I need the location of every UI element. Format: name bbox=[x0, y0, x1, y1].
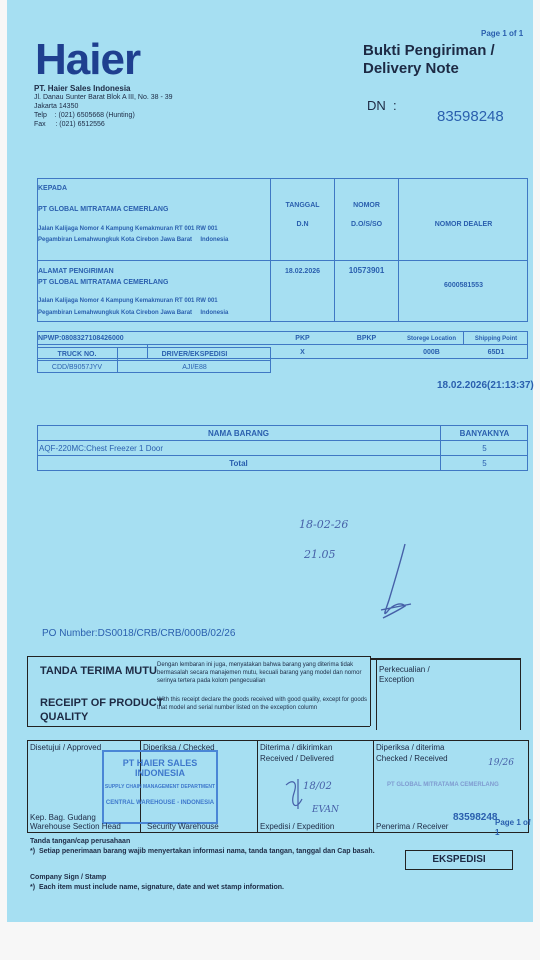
shipping-value: 65D1 bbox=[487, 349, 505, 356]
company-address-2: Jakarta 14350 bbox=[34, 103, 79, 110]
driver-value: AJI/E88 bbox=[182, 364, 207, 371]
po-number: PO Number:DS0018/CRB/CRB/000B/02/26 bbox=[42, 628, 236, 639]
total-label: Total bbox=[229, 459, 248, 468]
nomor-label-2: D.O/S/SO bbox=[350, 221, 383, 228]
company-name: PT. Haier Sales Indonesia bbox=[34, 84, 131, 93]
col-qty-header: BANYAKNYA bbox=[459, 429, 510, 438]
signature-scribble bbox=[375, 540, 419, 622]
sig-expedition-label: Expedisi / Expedition bbox=[260, 822, 335, 831]
delivery-note-sheet bbox=[7, 0, 533, 922]
nomor-label-1: NOMOR bbox=[353, 202, 380, 209]
hw-delivered-name: EVAN bbox=[312, 805, 339, 815]
pkp-value: X bbox=[300, 349, 305, 356]
bpkp-label: BPKP bbox=[356, 335, 377, 342]
company-address-1: Jl. Danau Sunter Barat Blok A III, No. 38 - 39 bbox=[34, 94, 173, 101]
driver-signature-scribble bbox=[282, 775, 312, 815]
pkp-label: PKP bbox=[295, 335, 310, 342]
shipping-label: Shipping Point bbox=[474, 336, 518, 342]
kepada-address-2: Pegambiran Lemahwungkuk Kota Cirebon Jawa Barat Indonesia bbox=[38, 237, 229, 243]
alamat-name: PT GLOBAL MITRATAMA CEMERLANG bbox=[38, 279, 169, 286]
stamp-line-1: PT HAIER SALES INDONESIA bbox=[122, 758, 198, 778]
sig-security-label: Security Warehouse bbox=[147, 822, 219, 831]
company-fax: Fax : (021) 6512556 bbox=[34, 121, 105, 128]
truck-label: TRUCK NO. bbox=[57, 351, 97, 358]
stamp-line-3: CENTRAL WAREHOUSE - INDONESIA bbox=[105, 800, 215, 806]
receipt-text-id: Dengan lembaran ini juga, menyatakan bahwa barang yang diterima tidak bermasalah secara manajemen mutu, kecuali barang yang model dan nomor serinya tertera pada kolom pengecualian bbox=[157, 662, 362, 684]
sig-receiver-label: Penerima / Receiver bbox=[376, 822, 449, 831]
sig-checked-label: Diperiksa / Checked bbox=[143, 743, 215, 752]
dealer-value: 6000581553 bbox=[444, 282, 483, 289]
handwritten-time: 21.05 bbox=[304, 548, 336, 561]
receiver-stamp: PT GLOBAL MITRATAMA CEMERLANG bbox=[387, 782, 499, 788]
dn-label: DN : bbox=[367, 98, 397, 113]
footer-sign-en: Company Sign / Stamp bbox=[30, 874, 107, 881]
handwritten-date: 18-02-26 bbox=[299, 518, 349, 531]
footer-sign-id: Tanda tangan/cap perusahaan bbox=[30, 838, 131, 845]
truck-value: CDD/B9057JYV bbox=[51, 364, 103, 371]
sig-warehouse-label-1: Kep. Bag. Gudang bbox=[30, 813, 96, 822]
storage-value: 000B bbox=[423, 349, 440, 356]
stamp-line-2: SUPPLY CHAIN MANAGEMENT DEPARTMENT bbox=[104, 784, 216, 790]
sig-delivered-label-2: Received / Delivered bbox=[260, 754, 334, 763]
receipt-title-en-1: RECEIPT OF PRODUCT bbox=[40, 697, 164, 709]
hw-received-date: 19/26 bbox=[488, 758, 514, 768]
npwp: NPWP:0808327108426000 bbox=[38, 335, 124, 342]
doc-title-1: Bukti Pengiriman / bbox=[363, 42, 495, 59]
driver-label: DRIVER/EKSPEDISI bbox=[161, 351, 228, 358]
hw-delivered-date: 18/02 bbox=[303, 781, 332, 792]
item-row-name: AQF-220MC:Chest Freezer 1 Door bbox=[39, 444, 164, 453]
receipt-title-en-2: QUALITY bbox=[40, 711, 89, 723]
company-telp: Telp : (021) 6505668 (Hunting) bbox=[34, 112, 135, 119]
sig-warehouse-label-2: Warehouse Section Head bbox=[30, 822, 121, 831]
total-value: 5 bbox=[482, 459, 487, 468]
receipt-title-id: TANDA TERIMA MUTU bbox=[40, 665, 157, 677]
tanggal-value: 18.02.2026 bbox=[284, 268, 321, 275]
kepada-label: KEPADA bbox=[38, 185, 68, 192]
dn-number: 83598248 bbox=[437, 108, 504, 125]
tanggal-label-1: TANGGAL bbox=[285, 202, 320, 209]
tanggal-label-2: D.N bbox=[296, 221, 309, 228]
sig-received-label-2: Checked / Received bbox=[376, 754, 448, 763]
col-item-header: NAMA BARANG bbox=[207, 429, 270, 438]
storage-label: Storege Location bbox=[406, 336, 456, 342]
page-label: Page 1 of 1 bbox=[481, 29, 524, 38]
dealer-label: NOMOR DEALER bbox=[434, 221, 493, 228]
bottom-page-label: Page 1 of 1 bbox=[495, 818, 531, 837]
timestamp: 18.02.2026(21:13:37) bbox=[437, 380, 534, 391]
footer-note-en: *) Each item must include name, signature, date and wet stamp information. bbox=[30, 884, 284, 891]
bottom-dn-number: 83598248 bbox=[453, 812, 498, 823]
alamat-address-1: Jalan Kalijaga Nomor 4 Kampung Kemakmuran RT 001 RW 001 bbox=[38, 298, 218, 304]
sig-received-label-1: Diperiksa / diterima bbox=[376, 743, 445, 752]
sig-approved-label: Disetujui / Approved bbox=[30, 743, 102, 752]
warehouse-stamp bbox=[102, 750, 218, 824]
haier-logo: Haier bbox=[35, 35, 141, 84]
receipt-text-en: With this receipt declare the goods received with good quality, except for goods that model and serial number listed on the exception column bbox=[157, 697, 368, 711]
kepada-address-1: Jalan Kalijaga Nomor 4 Kampung Kemakmuran RT 001 RW 001 bbox=[38, 226, 218, 232]
footer-note-id: *) Setiap penerimaan barang wajib menyertakan informasi nama, tanda tangan, tanggal dan Cap basah. bbox=[30, 848, 375, 855]
kepada-name: PT GLOBAL MITRATAMA CEMERLANG bbox=[38, 206, 169, 213]
item-row-qty: 5 bbox=[482, 444, 487, 453]
exception-label-2: Exception bbox=[379, 675, 415, 684]
alamat-address-2: Pegambiran Lemahwungkuk Kota Cirebon Jawa Barat Indonesia bbox=[38, 310, 229, 316]
doc-title-2: Delivery Note bbox=[363, 60, 459, 77]
ekspedisi-box: EKSPEDISI bbox=[405, 850, 513, 870]
exception-label-1: Perkecualian / bbox=[379, 665, 430, 674]
nomor-value: 10573901 bbox=[348, 266, 385, 275]
sig-delivered-label-1: Diterima / dikirimkan bbox=[260, 743, 333, 752]
alamat-label: ALAMAT PENGIRIMAN bbox=[38, 268, 114, 275]
